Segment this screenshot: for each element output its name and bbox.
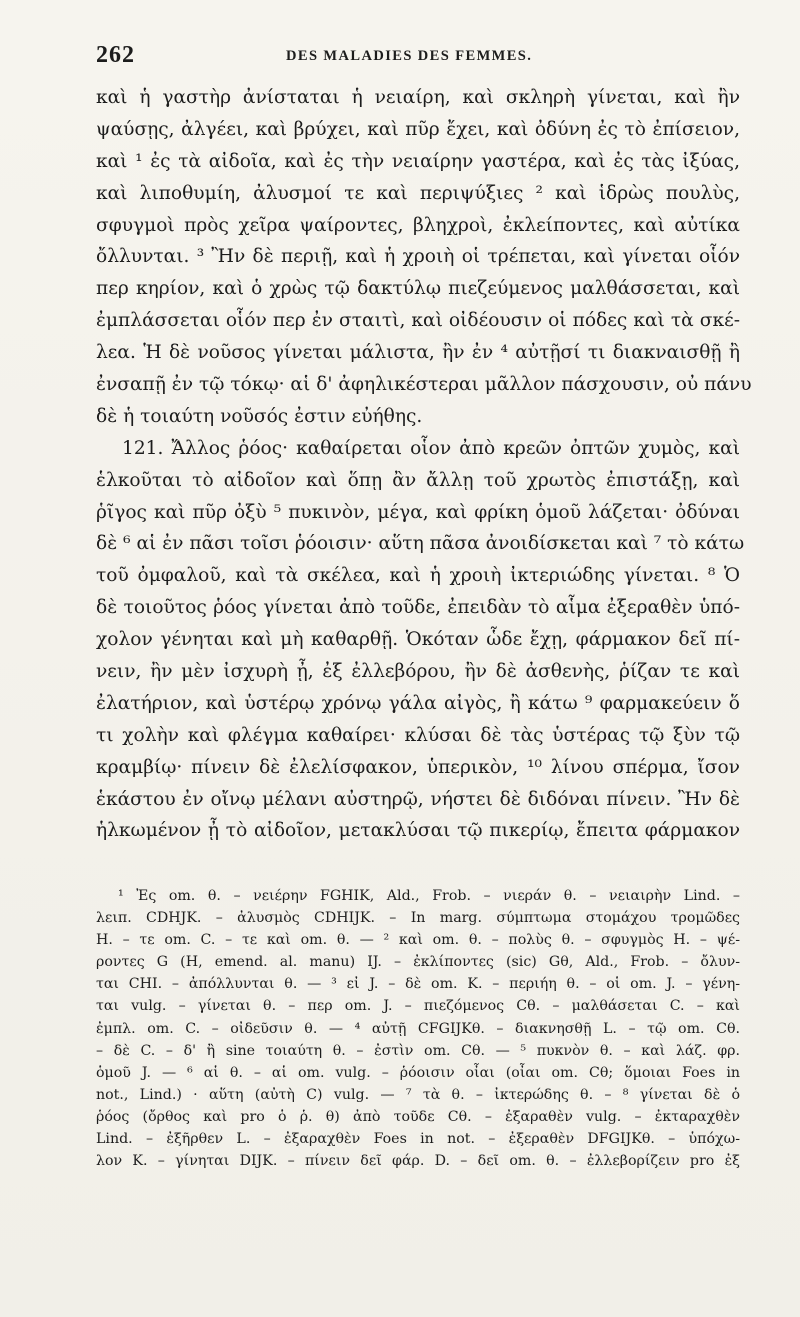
footnote-line: λειπ. CDHJK. – ἀλυσμὸς CDHIJK. – In marg. σύμπτωμα στομάχου τρομῶδες — [96, 910, 740, 927]
text-line: ῥῖγος καὶ πῦρ ὀξὺ ⁵ πυκινὸν, μέγα, καὶ φρίκη ὁμοῦ λάζεται· ὀδύναι — [96, 501, 740, 523]
text-line: λεα. Ἡ δὲ νοῦσος γίνεται μάλιστα, ἢν ἐν ⁴ αὐτῇσί τι διακναισθῇ ἢ — [96, 342, 740, 364]
text-line: κραμβίῳ· πίνειν δὲ ἐλελίσφακον, ὑπερικὸν, ¹⁰ λίνου σπέρμα, ἴσον — [96, 756, 740, 778]
text-line: καὶ λιποθυμίη, ἀλυσμοί τε καὶ περιψύξιες ² καὶ ἱδρὼς πουλὺς, — [96, 182, 740, 204]
text-line: ὄλλυνται. ³ Ἢν δὲ περιῇ, καὶ ἡ χροιὴ οἱ τρέπεται, καὶ γίνεται οἷόν — [96, 246, 740, 268]
text-line: ψαύσῃς, ἀλγέει, καὶ βρύχει, καὶ πῦρ ἔχει, καὶ ὀδύνη ἐς τὸ ἐπίσειον, — [96, 118, 740, 140]
footnote-line: λον K. – γίνηται DIJK. – πίνειν δεῖ φάρ. D. – δεῖ om. θ. – ἐλλεβορίζειν pro ἐξ — [96, 1153, 740, 1170]
footnote-line: ἐμπλ. om. C. – οἰδεῦσιν θ. — ⁴ αὐτῇ CFGIJKθ. – διακνησθῇ L. – τῷ om. Cθ. — [96, 1020, 740, 1037]
section-start-line: 121. Ἄλλος ῥόος· καθαίρεται οἷον ἀπὸ κρεῶν ὀπτῶν χυμὸς, καὶ — [122, 437, 740, 459]
text-line: νειν, ἢν μὲν ἰσχυρὴ ᾖ, ἐξ ἐλλεβόρου, ἢν δὲ ἀσθενὴς, ῥίζαν τε καὶ — [96, 661, 740, 683]
text-line: δὲ τοιοῦτος ῥόος γίνεται ἀπὸ τοῦδε, ἐπειδὰν τὸ αἷμα ἐξεραθὲν ὑπό- — [96, 597, 740, 619]
footnote-line: ροντες G (H, emend. al. manu) IJ. – ἐκλίποντες (sic) Gθ, Ald., Frob. – ὄλυν- — [96, 954, 740, 971]
text-line: ἐμπλάσσεται οἷόν περ ἐν σταιτὶ, καὶ οἰδέουσιν οἱ πόδες καὶ τὰ σκέ- — [96, 310, 740, 332]
text-line: χολον γένηται καὶ μὴ καθαρθῇ. Ὁκόταν ὧδε ἔχῃ, φάρμακον δεῖ πί- — [96, 629, 740, 651]
main-text — [96, 82, 752, 847]
footnote-line: Lind. – ἐξῆρθεν L. – ἐξαραχθὲν Foes in not. – ἐξεραθὲν DFGIJKθ. – ὑπόχω- — [96, 1131, 740, 1148]
text-line: καὶ ¹ ἐς τὰ αἰδοῖα, καὶ ἐς τὴν νειαίρην γαστέρα, καὶ ἐς τὰς ἰξύας, — [96, 150, 740, 172]
text-line: ἐνσαπῇ ἐν τῷ τόκῳ· αἱ δ' ἀφηλικέστεραι μᾶλλον πάσχουσιν, οὐ πάνυ — [96, 374, 752, 396]
text-line: περ κηρίον, καὶ ὁ χρὼς τῷ δακτύλῳ πιεζεύμενος μαλθάσσεται, καὶ — [96, 278, 740, 300]
footnote-line: ται vulg. – γίνεται θ. – περ om. J. – πιεζόμενος Cθ. – μαλθάσεται C. – καὶ — [96, 998, 740, 1015]
footnote-line: ὁμοῦ J. — ⁶ αἱ θ. – αἱ om. vulg. – ῥόοισιν οἶαι (οἶαι om. Cθ; ὅμοιαι Foes in — [96, 1064, 740, 1081]
footnote-line: ῥόος (ὄρθος καὶ pro ὁ ῥ. θ) ἀπὸ τοῦδε Cθ. – ἐξαραθὲν vulg. – ἐκταραχθὲν — [96, 1108, 740, 1125]
page-header — [96, 42, 740, 72]
footnote-line: H. – τε om. C. – τε καὶ om. θ. — ² καὶ om. θ. – πολὺς θ. – σφυγμὸς H. – ψέ- — [96, 932, 740, 949]
page-number: 262 — [96, 42, 135, 68]
text-line: καὶ ἡ γαστὴρ ἀνίσταται ἡ νειαίρη, καὶ σκληρὴ γίνεται, καὶ ἢν — [96, 87, 740, 108]
text-line: ἡλκωμένον ᾖ τὸ αἰδοῖον, μετακλύσαι τῷ πικερίῳ, ἔπειτα φάρμακον — [96, 820, 740, 842]
footnote-line: ται CHI. – ἀπόλλυνται θ. — ³ εἰ J. – δὲ om. K. – περιήη θ. – οἱ om. J. – γένη- — [96, 976, 740, 993]
running-title: DES MALADIES DES FEMMES. — [286, 48, 533, 64]
text-line: τι χολὴν καὶ φλέγμα καθαίρει· κλύσαι δὲ τὰς ὑστέρας τῷ ξὺν τῷ — [96, 724, 740, 746]
footnote-line: not., Lind.) · αὕτη (αὐτὴ C) vulg. — ⁷ τὰ θ. – ἰκτερώδης θ. – ⁸ γίνεται δὲ ὁ — [96, 1086, 740, 1103]
footnote-line: ¹ Ἐς om. θ. – νειέρην FGHIK, Ald., Frob. – νιεράν θ. – νειαιρὴν Lind. – — [118, 888, 740, 904]
text-line: ἐλατήριον, καὶ ὑστέρῳ χρόνῳ γάλα αἰγὸς, ἢ κάτω ⁹ φαρμακεύειν ὅ — [96, 692, 740, 714]
text-line: σφυγμοὶ πρὸς χεῖρα ψαίροντες, βληχροὶ, ἐκλείποντες, καὶ αὐτίκα — [96, 214, 740, 236]
text-line: ἑλκοῦται τὸ αἰδοῖον καὶ ὅπῃ ἂν ἄλλῃ τοῦ χρωτὸς ἐπιστάξῃ, καὶ — [96, 469, 740, 491]
text-line: ἑκάστου ἐν οἴνῳ μέλανι αὐστηρῷ, νήστει δὲ διδόναι πίνειν. Ἢν δὲ — [96, 788, 740, 810]
text-line: δὲ ἡ τοιαύτη νοῦσός ἐστιν εὐήθης. — [96, 405, 423, 427]
footnote-line: – δὲ C. – δ' ἢ sine τοιαύτη θ. – ἐστὶν om. Cθ. — ⁵ πυκνὸν θ. – καὶ λάζ. φρ. — [96, 1042, 740, 1059]
text-line: δὲ ⁶ αἱ ἐν πᾶσι τοῖσι ῥόοισιν· αὕτη πᾶσα ἀνοιδίσκεται καὶ ⁷ τὸ κάτω — [96, 533, 745, 555]
text-line: τοῦ ὀμφαλοῦ, καὶ τὰ σκέλεα, καὶ ἡ χροιὴ ἰκτεριώδης γίνεται. ⁸ Ὁ — [96, 565, 740, 587]
footnotes — [96, 885, 740, 1172]
